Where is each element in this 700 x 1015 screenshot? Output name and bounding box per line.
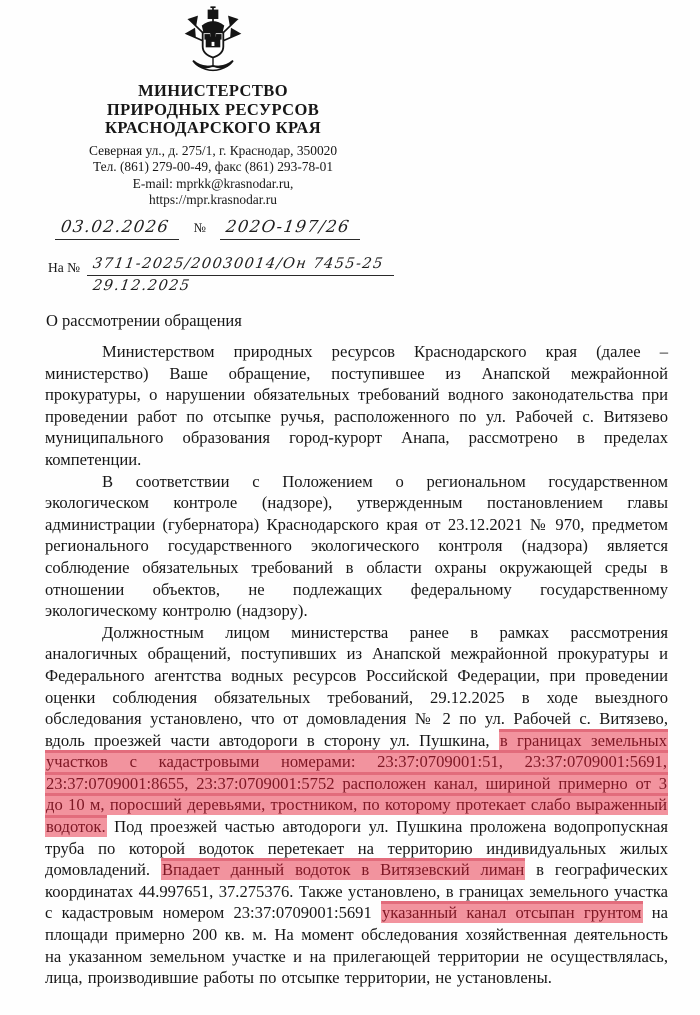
letterhead bbox=[18, 5, 408, 209]
ministry-name-line: ПРИРОДНЫХ РЕСУРСОВ bbox=[106, 99, 320, 119]
outgoing-reference-line bbox=[55, 217, 360, 240]
body-text-segment: на площади примерно 200 кв. м. На момент обследования хозяйственная деятельность на указанном земельном участке и на прилегающей территории не осуществлялась, лица, производившие работы по отсыпке территории, не установлены. bbox=[45, 903, 668, 988]
highlighted-text: в границах земельных участков с кадастровыми номерами: 23:37:0709001:51, 23:37:0709001:5691, 23:37:0709001:8655, 23:37:0709001:5752 расположен канал, шириной примерно от 3 до 10 м, поросший деревьями, тростником, по которому протекает слабо выраженный водоток. bbox=[46, 730, 667, 837]
ministry-name bbox=[18, 82, 408, 138]
subject-line: О рассмотрении обращения bbox=[46, 311, 242, 330]
paragraph-2: В соответствии с Положением о региональном государственном экологическом контроле (надзоре), утвержденным постановлением главы администрации (губернатора) Краснодарского края от 23.12.2021 № 970, предметом регионального государственного экологического контроля (надзора) является соблюдение обязательных требований в области охраны окружающей среды в отношении объектов, не подлежащих федеральному государственному экологическому контролю (надзору). bbox=[45, 471, 668, 621]
reply-reference-values bbox=[87, 255, 394, 295]
outgoing-number-underline bbox=[220, 217, 360, 240]
email-line: E-mail: mprkk@krasnodar.ru, bbox=[132, 175, 294, 191]
website-line: https://mpr.krasnodar.ru bbox=[149, 192, 277, 208]
outgoing-date-underline bbox=[55, 217, 179, 240]
highlighted-text: Впадает данный водоток в Витязевский лиман bbox=[161, 860, 525, 880]
reply-reference-label: На № bbox=[48, 260, 80, 275]
contact-block bbox=[18, 143, 408, 209]
outgoing-date-handwritten: 03.02.2026 bbox=[59, 217, 171, 236]
number-sign: № bbox=[193, 220, 206, 235]
reply-number-handwritten: 3711-2025/20030014/Он 7455-25 bbox=[91, 255, 385, 272]
paragraph-1: Министерством природных ресурсов Краснодарского края (далее – министерство) Ваше обращение, поступившее из Анапской межрайонной прокуратуры, о нарушении обязательных требований водного законодательства при проведении работ по отсыпке ручья, расположенного по ул. Рабочей с. Витязево муниципального образования город-курорт Анапа, рассмотрено в пределах компетенции. bbox=[45, 342, 668, 469]
letter-body bbox=[45, 341, 668, 989]
highlighted-text: указанный канал отсыпан грунтом bbox=[382, 903, 642, 923]
paragraph-3 bbox=[45, 622, 668, 989]
body-text-segment: Должностным лицом министерства ранее в рамках рассмотрения аналогичных обращений, поступивших из Анапской межрайонной прокуратуры и Федерального агентства водных ресурсов Российской Федерации, при проведении оценки соблюдения обязательных требований, 29.12.2025 в ходе выездного обследования установлено, что от домовладения № 2 по ул. Рабочей с. Витязево, вдоль проезжей части автодороги в сторону ул. Пушкина, bbox=[45, 622, 668, 750]
reply-reference-block bbox=[48, 255, 394, 295]
ministry-name-line: КРАСНОДАРСКОГО КРАЯ bbox=[104, 118, 322, 137]
outgoing-number-handwritten: 202О-197/26 bbox=[224, 217, 352, 236]
reply-number-underline bbox=[87, 255, 394, 276]
coat-of-arms-icon bbox=[18, 5, 408, 79]
ministry-name-line: МИНИСТЕРСТВО bbox=[138, 81, 288, 100]
reply-date-handwritten: 29.12.2025 bbox=[91, 277, 192, 294]
body-text-segment: Под проезжей частью автодороги ул. Пушкина проложена водопропускная труба по которой водоток перетекает на территорию индивидуальных жилых домовладений. bbox=[45, 817, 668, 880]
reply-date-wrap bbox=[93, 277, 394, 295]
body-text-segment: в географических координатах 44.997651, 37.275376. Также установлено, в границах земельного участка с кадастровым номером 23:37:0709001:5691 bbox=[45, 860, 668, 923]
address-line: Северная ул., д. 275/1, г. Краснодар, 350020 bbox=[88, 142, 338, 158]
phone-line: Тел. (861) 279-00-49, факс (861) 293-78-01 bbox=[92, 159, 334, 175]
